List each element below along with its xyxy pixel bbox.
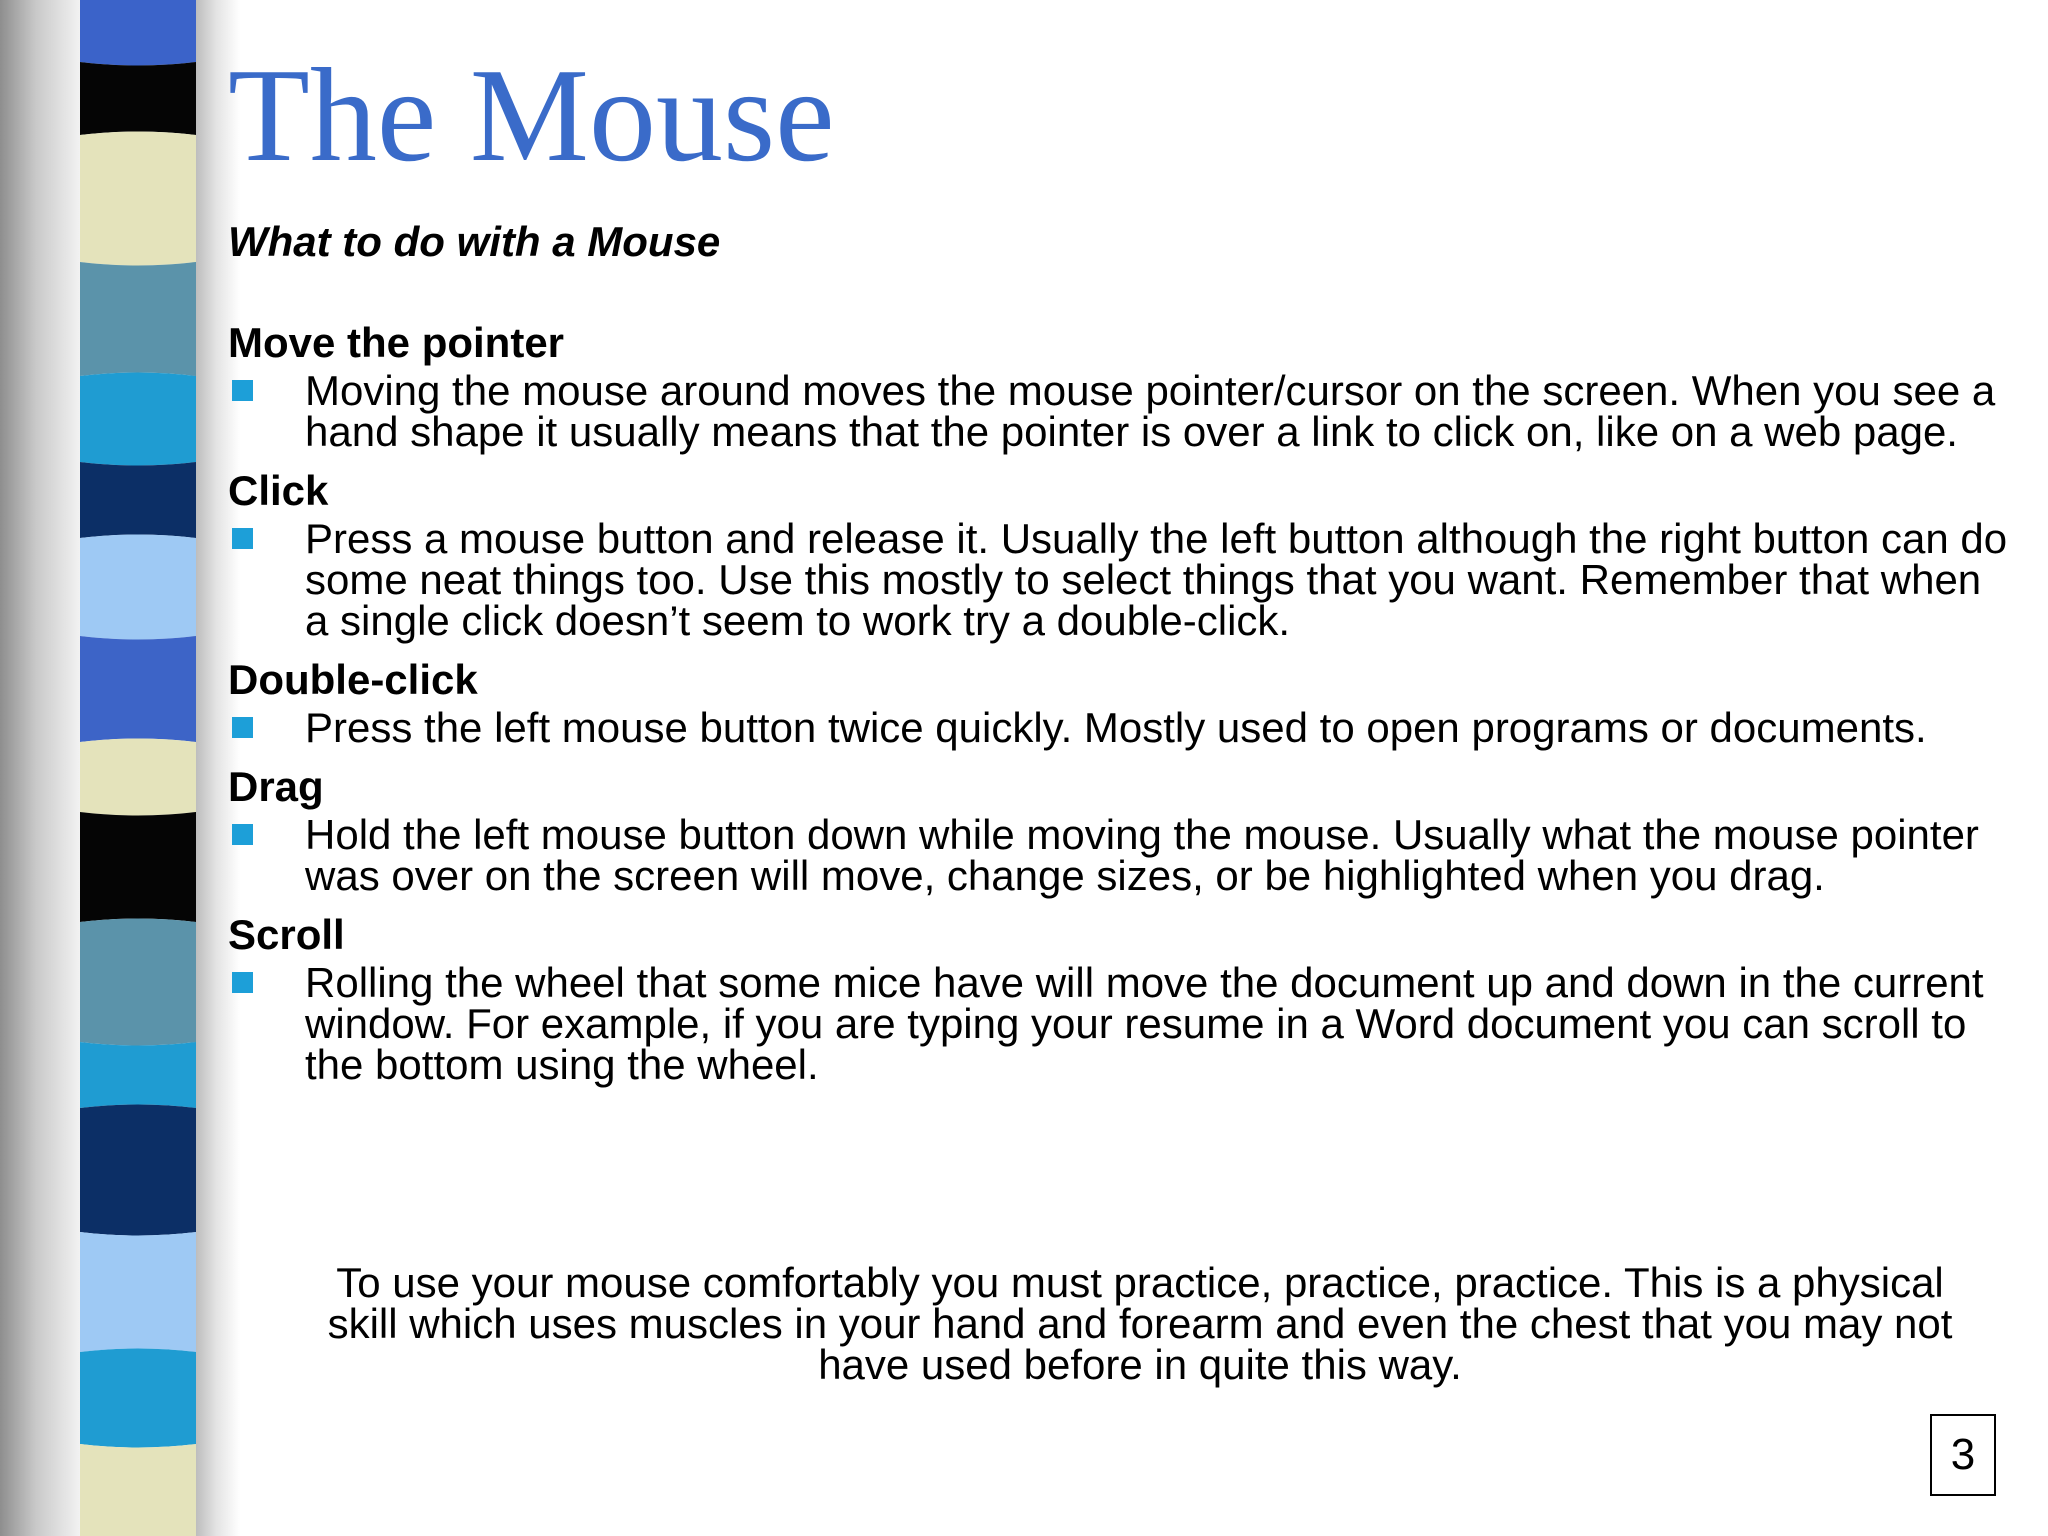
stripe-band	[80, 1349, 196, 1448]
closing-note: To use your mouse comfortably you must practice, practice, practice. This is a physical skill which uses muscles in your hand and forearm and even the chest that you may not have used before in quite this way.	[327, 1259, 1953, 1388]
bullet-text: Rolling the wheel that some mice have will move the document up and down in the current window. For example, if you are typing your resume in a Word document you can scroll to the bottom using the wheel.	[305, 959, 1984, 1088]
bullet-move-pointer	[228, 367, 2008, 455]
stripe-band	[80, 262, 196, 376]
stripe-band	[80, 636, 196, 742]
slide-content	[228, 316, 2008, 1097]
stripe-band	[80, 0, 196, 66]
stripe-band	[80, 132, 196, 266]
stripe-band	[80, 919, 196, 1046]
square-bullet-icon	[232, 717, 253, 738]
decorative-stripe-sidebar	[0, 0, 240, 1536]
stripe-band	[80, 1232, 196, 1352]
stripe-band	[80, 1444, 196, 1536]
stripe-band	[80, 1042, 196, 1108]
bullet-text: Moving the mouse around moves the mouse pointer/cursor on the screen. When you see a hand shape it usually means that the pointer is over a link to click on, like on a web page.	[305, 367, 1996, 455]
square-bullet-icon	[232, 528, 253, 549]
slide-title: The Mouse	[228, 41, 835, 189]
bullet-scroll	[228, 959, 2008, 1088]
section-heading-click: Click	[228, 467, 329, 514]
section-heading-double-click: Double-click	[228, 656, 478, 703]
square-bullet-icon	[232, 380, 253, 401]
bullet-click	[228, 515, 2008, 644]
bullet-text: Press a mouse button and release it. Usually the left button although the right button can do some neat things too. Use this mostly to select things that you want. Remember that when a single click doesn’t seem to work try a double-click.	[305, 515, 2008, 644]
section-heading-move-pointer: Move the pointer	[228, 319, 565, 366]
bullet-double-click	[228, 704, 2008, 751]
stripe-band	[80, 1105, 196, 1236]
section-heading-drag: Drag	[228, 763, 324, 810]
stripe-band	[80, 739, 196, 816]
stripe-band	[80, 812, 196, 922]
square-bullet-icon	[232, 972, 253, 993]
slide-subtitle: What to do with a Mouse	[228, 218, 721, 265]
stripe-band	[80, 62, 196, 135]
stripe-band	[80, 535, 196, 640]
slide-number: 3	[1930, 1414, 1996, 1496]
bullet-text: Press the left mouse button twice quickly. Mostly used to open programs or documents.	[305, 704, 1927, 751]
square-bullet-icon	[232, 824, 253, 845]
bullet-drag	[228, 811, 2008, 899]
stripe-band	[80, 462, 196, 538]
bullet-text: Hold the left mouse button down while moving the mouse. Usually what the mouse pointer was over on the screen will move, change sizes, or be highlighted when you drag.	[305, 811, 1979, 899]
section-heading-scroll: Scroll	[228, 911, 345, 958]
stripe-band	[80, 373, 196, 466]
